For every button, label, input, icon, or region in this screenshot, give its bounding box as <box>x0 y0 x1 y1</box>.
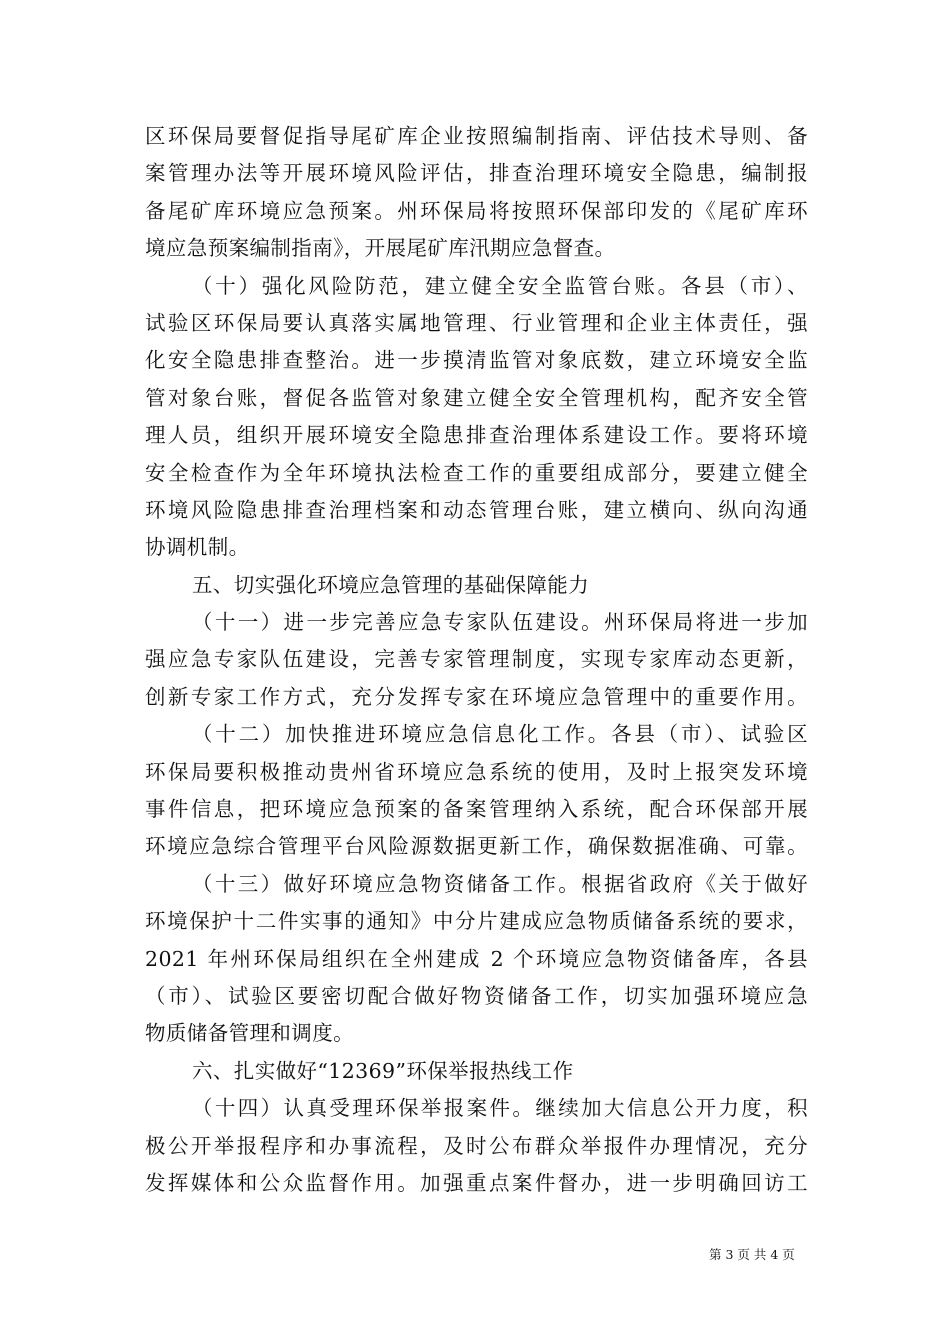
body-text <box>145 118 808 1202</box>
text-line: 案管理办法等开展环境风险评估，排查治理环境安全隐患，编制报 <box>145 161 808 186</box>
text-line: 理人员，组织开展环境安全隐患排查治理体系建设工作。要将环境 <box>145 423 808 448</box>
text-line: 事件信息，把环境应急预案的备案管理纳入系统，配合环保部开展 <box>145 797 808 822</box>
text-line: 创新专家工作方式，充分发挥专家在环境应急管理中的重要作用。 <box>145 684 808 709</box>
text-line: 环境风险隐患排查治理档案和动态管理台账，建立横向、纵向沟通 <box>145 497 808 522</box>
text-line: （十二）加快推进环境应急信息化工作。各县（市）、试验区 <box>192 722 808 747</box>
text-line: （十三）做好环境应急物资储备工作。根据省政府《关于做好 <box>192 871 808 896</box>
text-line: 环保局要积极推动贵州省环境应急系统的使用，及时上报突发环境 <box>145 759 808 784</box>
text-line: （市）、试验区要密切配合做好物资储备工作，切实加强环境应急 <box>145 983 808 1008</box>
text-line: （十四）认真受理环保举报案件。继续加大信息公开力度，积 <box>192 1096 808 1121</box>
text-line: 发挥媒体和公众监督作用。加强重点案件督办，进一步明确回访工 <box>145 1170 808 1195</box>
text-line: 2021 年州环保局组织在全州建成 2 个环境应急物资储备库，各县 <box>145 946 808 971</box>
text-line: （十一）进一步完善应急专家队伍建设。州环保局将进一步加 <box>192 610 808 635</box>
text-line: 五、切实强化环境应急管理的基础保障能力 <box>192 572 590 597</box>
text-line: 六、扎实做好“12369”环保举报热线工作 <box>192 1058 574 1083</box>
text-line: 极公开举报程序和办事流程，及时公布群众举报件办理情况，充分 <box>145 1133 808 1158</box>
text-line: 强应急专家队伍建设，完善专家管理制度，实现专家库动态更新， <box>145 647 808 672</box>
text-line: 试验区环保局要认真落实属地管理、行业管理和企业主体责任，强 <box>145 310 808 335</box>
text-line: 协调机制。 <box>145 535 250 560</box>
text-line: 环境应急综合管理平台风险源数据更新工作，确保数据准确、可靠。 <box>145 834 808 859</box>
page-footer: 第 3 页 共 4 页 <box>709 1247 795 1262</box>
text-line: （十）强化风险防范，建立健全安全监管台账。各县（市）、 <box>192 273 808 298</box>
text-line: 区环保局要督促指导尾矿库企业按照编制指南、评估技术导则、备 <box>145 124 808 148</box>
text-line: 境应急预案编制指南》，开展尾矿库汛期应急督查。 <box>145 236 616 261</box>
text-line: 管对象台账，督促各监管对象建立健全安全管理机构，配齐安全管 <box>145 385 808 410</box>
text-line: 化安全隐患排查整治。进一步摸清监管对象底数，建立环境安全监 <box>145 348 808 373</box>
text-line: 环境保护十二件实事的通知》中分片建成应急物质储备系统的要求， <box>145 909 808 934</box>
text-line: 物质储备管理和调度。 <box>145 1021 354 1046</box>
text-line: 备尾矿库环境应急预案。州环保局将按照环保部印发的《尾矿库环 <box>145 198 808 223</box>
text-line: 安全检查作为全年环境执法检查工作的重要组成部分，要建立健全 <box>145 460 808 485</box>
